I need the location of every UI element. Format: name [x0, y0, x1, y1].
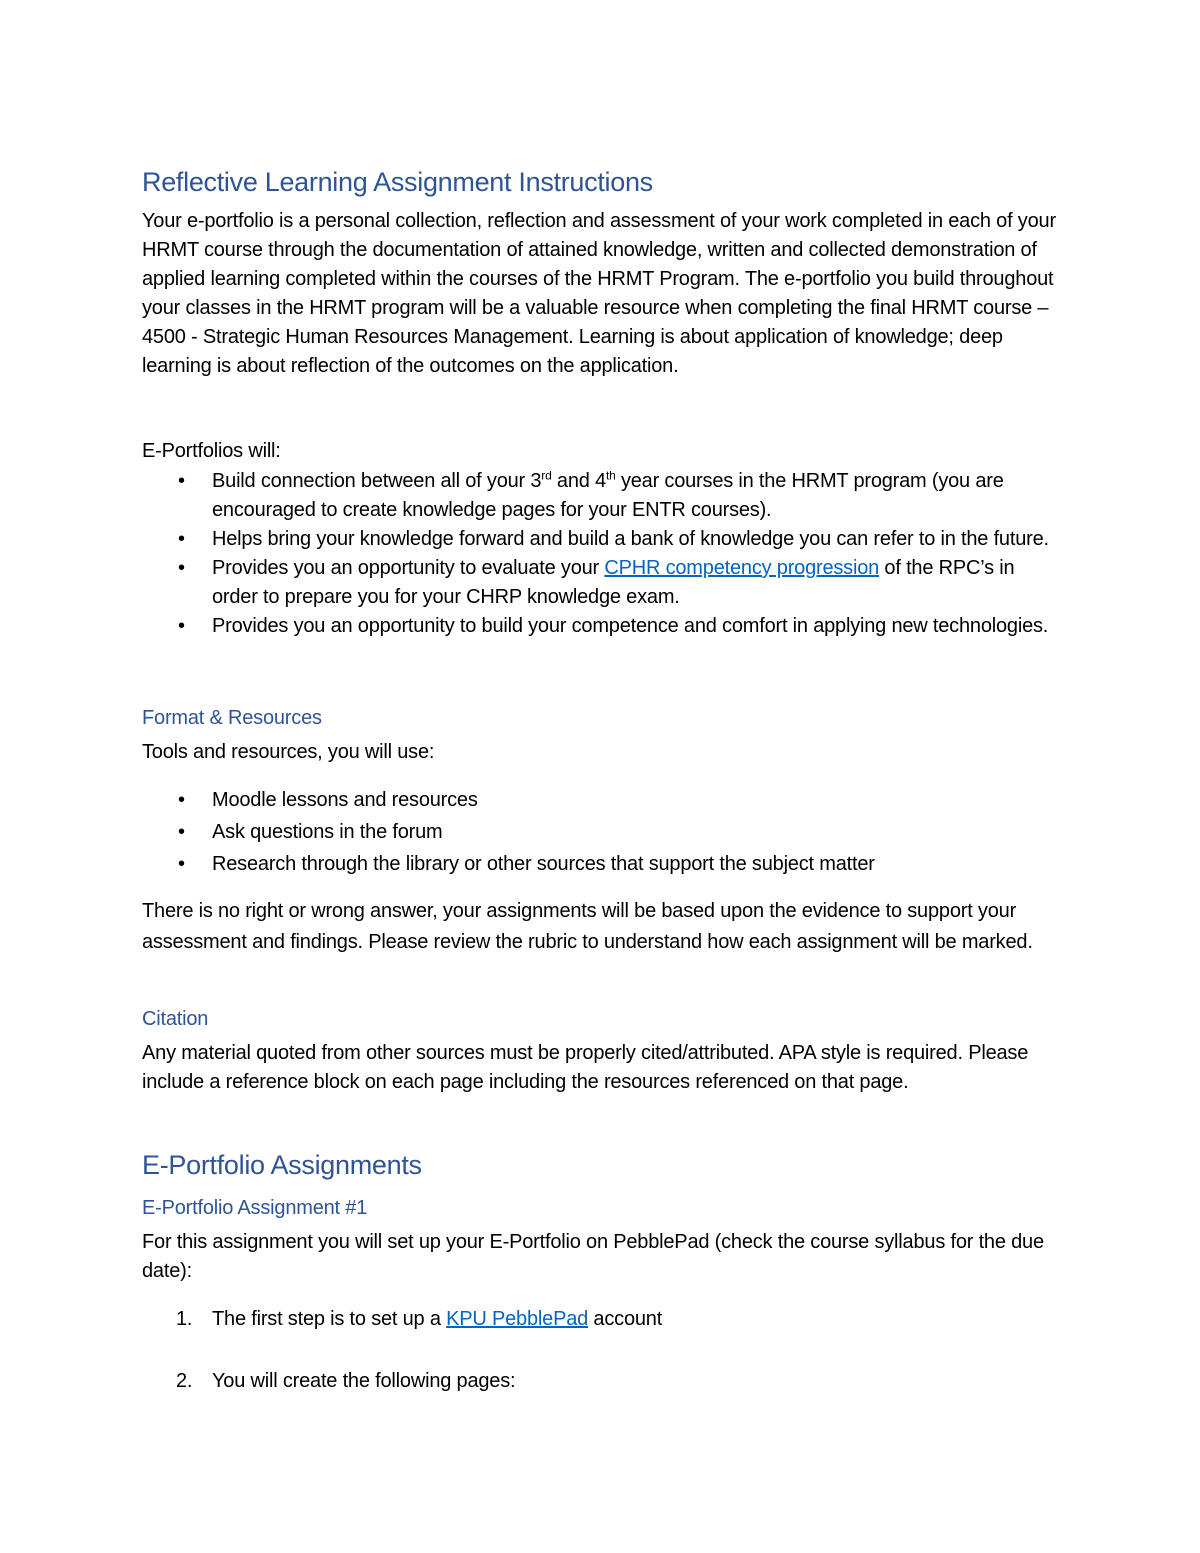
format-intro: Tools and resources, you will use: — [142, 741, 435, 763]
step-number: 1. — [176, 1308, 193, 1330]
format-resources-heading: Format & Resources — [142, 707, 322, 729]
list-item: • Provides you an opportunity to build your competence and comfort in applying new technologies. — [142, 612, 1062, 641]
cphr-competency-link[interactable]: CPHR competency progression — [604, 557, 880, 579]
assignment-1-intro: For this assignment you will set up your E-Portfolio on PebblePad (check the course syllabus for the due date): — [142, 1231, 1044, 1282]
page-title: Reflective Learning Assignment Instructions — [142, 167, 653, 197]
bullet-icon: • — [178, 557, 185, 579]
bullet-icon: • — [178, 528, 185, 550]
eportfolio-benefits-list — [142, 467, 1062, 641]
bullet-icon: • — [178, 470, 185, 492]
list-item: 1. The first step is to set up a KPU PebblePad account — [142, 1305, 1062, 1334]
steps-list — [142, 1305, 1062, 1396]
list-item: • Moodle lessons and resources — [142, 786, 1062, 815]
bullet-icon: • — [178, 821, 185, 843]
bullet-icon: • — [178, 789, 185, 811]
eportfolios-will-label: E-Portfolios will: — [142, 440, 281, 462]
bullet-icon: • — [178, 853, 185, 875]
kpu-pebblepad-link[interactable]: KPU PebblePad — [446, 1308, 589, 1330]
list-item: 2. You will create the following pages: — [142, 1367, 1062, 1396]
list-item: • Research through the library or other sources that support the subject matter — [142, 850, 1062, 879]
tools-list — [142, 786, 1062, 879]
list-item: • Provides you an opportunity to evaluate your CPHR competency progression of the RPC’s in order to prepare you for your CHRP knowledge exam. — [142, 554, 1062, 612]
list-item: • Build connection between all of your 3rd and 4th year courses in the HRMT program (you are encouraged to create knowledge pages for your ENTR courses). — [178, 468, 1004, 521]
intro-paragraph: Your e-portfolio is a personal collection, reflection and assessment of your work completed in each of your HRMT course through the documentation of attained knowledge, written and collected demonstration of applied learning completed within the courses of the HRMT Program. The e-portfolio you build throughout your classes in the HRMT program will be a valuable resource when completing the final HRMT course – 4500 - Strategic Human Resources Management. Learning is about application of knowledge; deep learning is about reflection of the outcomes on the application. — [142, 210, 1056, 377]
assignment-1-heading: E-Portfolio Assignment #1 — [142, 1197, 368, 1219]
citation-text: Any material quoted from other sources must be properly cited/attributed. APA style is required. Please include a reference block on each page including the resources referenced on that page. — [142, 1042, 1029, 1093]
assignments-title: E-Portfolio Assignments — [142, 1150, 422, 1180]
list-item: • Helps bring your knowledge forward and build a bank of knowledge you can refer to in the future. — [142, 525, 1062, 554]
list-item: • Ask questions in the forum — [142, 818, 1062, 847]
citation-heading: Citation — [142, 1008, 209, 1030]
bullet-icon: • — [178, 615, 185, 637]
step-number: 2. — [176, 1370, 193, 1392]
assessment-note: There is no right or wrong answer, your assignments will be based upon the evidence to support your assessment and findings. Please review the rubric to understand how each assignment will be marked. — [142, 900, 1033, 953]
